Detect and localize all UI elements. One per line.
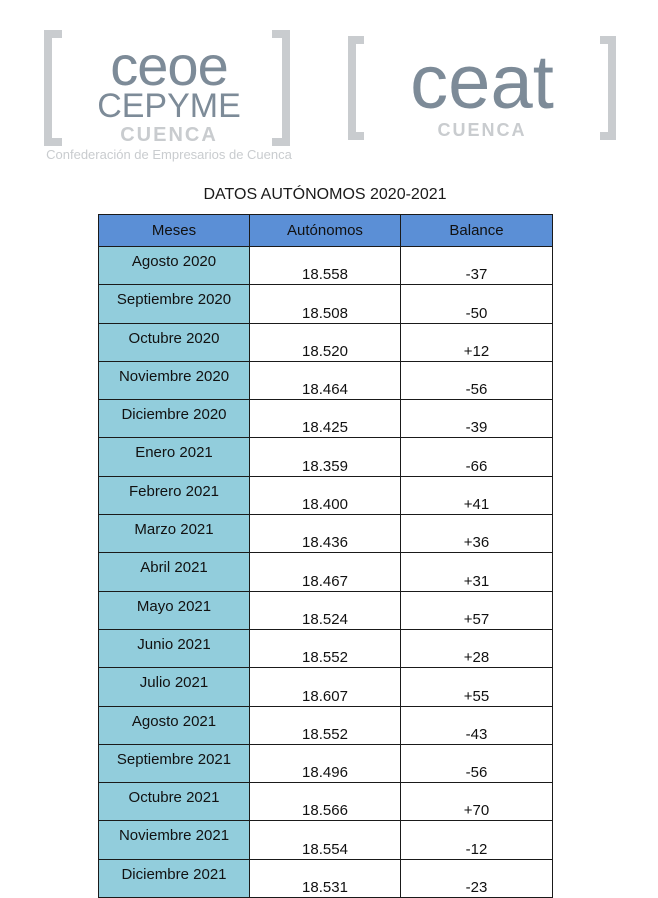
cuenca-wordmark: CUENCA — [120, 124, 218, 146]
autonomos-cell: 18.436 — [250, 515, 401, 553]
cepyme-wordmark: CEPYME — [97, 87, 241, 125]
balance-cell: +12 — [401, 323, 553, 361]
table-row — [99, 629, 553, 667]
balance-cell: +70 — [401, 783, 553, 821]
table-row — [99, 783, 553, 821]
autonomos-cell: 18.531 — [250, 859, 401, 897]
ceoe-tagline: Confederación de Empresarios de Cuenca — [46, 147, 292, 162]
document-title: DATOS AUTÓNOMOS 2020-2021 — [203, 186, 447, 203]
table-row — [99, 668, 553, 706]
table-row — [99, 591, 553, 629]
balance-cell: -56 — [401, 361, 553, 399]
table-row — [99, 438, 553, 476]
balance-cell: -23 — [401, 859, 553, 897]
month-cell: Mayo 2021 — [99, 591, 250, 629]
month-cell: Marzo 2021 — [99, 515, 250, 553]
month-cell: Noviembre 2020 — [99, 361, 250, 399]
ceat-logo — [348, 36, 618, 140]
table-row — [99, 859, 553, 897]
autonomos-cell: 18.607 — [250, 668, 401, 706]
balance-cell: -37 — [401, 247, 553, 285]
autonomos-cell: 18.554 — [250, 821, 401, 859]
autonomos-cell: 18.496 — [250, 744, 401, 782]
table-body — [99, 247, 553, 898]
balance-cell: -50 — [401, 285, 553, 323]
month-cell: Abril 2021 — [99, 553, 250, 591]
autonomos-cell: 18.400 — [250, 476, 401, 514]
balance-cell: -56 — [401, 744, 553, 782]
autonomos-cell: 18.552 — [250, 706, 401, 744]
autonomos-cell: 18.558 — [250, 247, 401, 285]
balance-cell: -66 — [401, 438, 553, 476]
header-autonomos: Autónomos — [250, 215, 401, 247]
ceoe-cepyme-logo — [44, 30, 294, 164]
month-cell: Noviembre 2021 — [99, 821, 250, 859]
month-cell: Diciembre 2020 — [99, 400, 250, 438]
month-cell: Enero 2021 — [99, 438, 250, 476]
table-row — [99, 821, 553, 859]
month-cell: Octubre 2021 — [99, 783, 250, 821]
balance-cell: +31 — [401, 553, 553, 591]
autonomos-cell: 18.520 — [250, 323, 401, 361]
month-cell: Febrero 2021 — [99, 476, 250, 514]
table-row — [99, 285, 553, 323]
autonomos-table — [98, 214, 553, 898]
month-cell: Octubre 2020 — [99, 323, 250, 361]
month-cell: Agosto 2021 — [99, 706, 250, 744]
table-row — [99, 706, 553, 744]
table-row — [99, 476, 553, 514]
autonomos-cell: 18.359 — [250, 438, 401, 476]
balance-cell: +36 — [401, 515, 553, 553]
month-cell: Agosto 2020 — [99, 247, 250, 285]
ceat-wordmark: ceat — [410, 40, 554, 125]
balance-cell: +28 — [401, 629, 553, 667]
balance-cell: -39 — [401, 400, 553, 438]
table-row — [99, 744, 553, 782]
autonomos-cell: 18.552 — [250, 629, 401, 667]
ceat-cuenca-wordmark: CUENCA — [437, 120, 527, 140]
month-cell: Septiembre 2021 — [99, 744, 250, 782]
header-balance: Balance — [401, 215, 553, 247]
table-row — [99, 553, 553, 591]
header-meses: Meses — [99, 215, 250, 247]
month-cell: Diciembre 2021 — [99, 859, 250, 897]
ceoe-wordmark: ceoe — [110, 34, 228, 97]
table-header-row — [99, 215, 553, 247]
balance-cell: -12 — [401, 821, 553, 859]
autonomos-cell: 18.566 — [250, 783, 401, 821]
balance-cell: +57 — [401, 591, 553, 629]
table-row — [99, 247, 553, 285]
table-row — [99, 400, 553, 438]
month-cell: Septiembre 2020 — [99, 285, 250, 323]
table-row — [99, 323, 553, 361]
table-row — [99, 515, 553, 553]
table-row — [99, 361, 553, 399]
autonomos-cell: 18.524 — [250, 591, 401, 629]
month-cell: Julio 2021 — [99, 668, 250, 706]
month-cell: Junio 2021 — [99, 629, 250, 667]
balance-cell: +41 — [401, 476, 553, 514]
balance-cell: -43 — [401, 706, 553, 744]
autonomos-cell: 18.425 — [250, 400, 401, 438]
autonomos-cell: 18.508 — [250, 285, 401, 323]
balance-cell: +55 — [401, 668, 553, 706]
autonomos-cell: 18.464 — [250, 361, 401, 399]
autonomos-cell: 18.467 — [250, 553, 401, 591]
